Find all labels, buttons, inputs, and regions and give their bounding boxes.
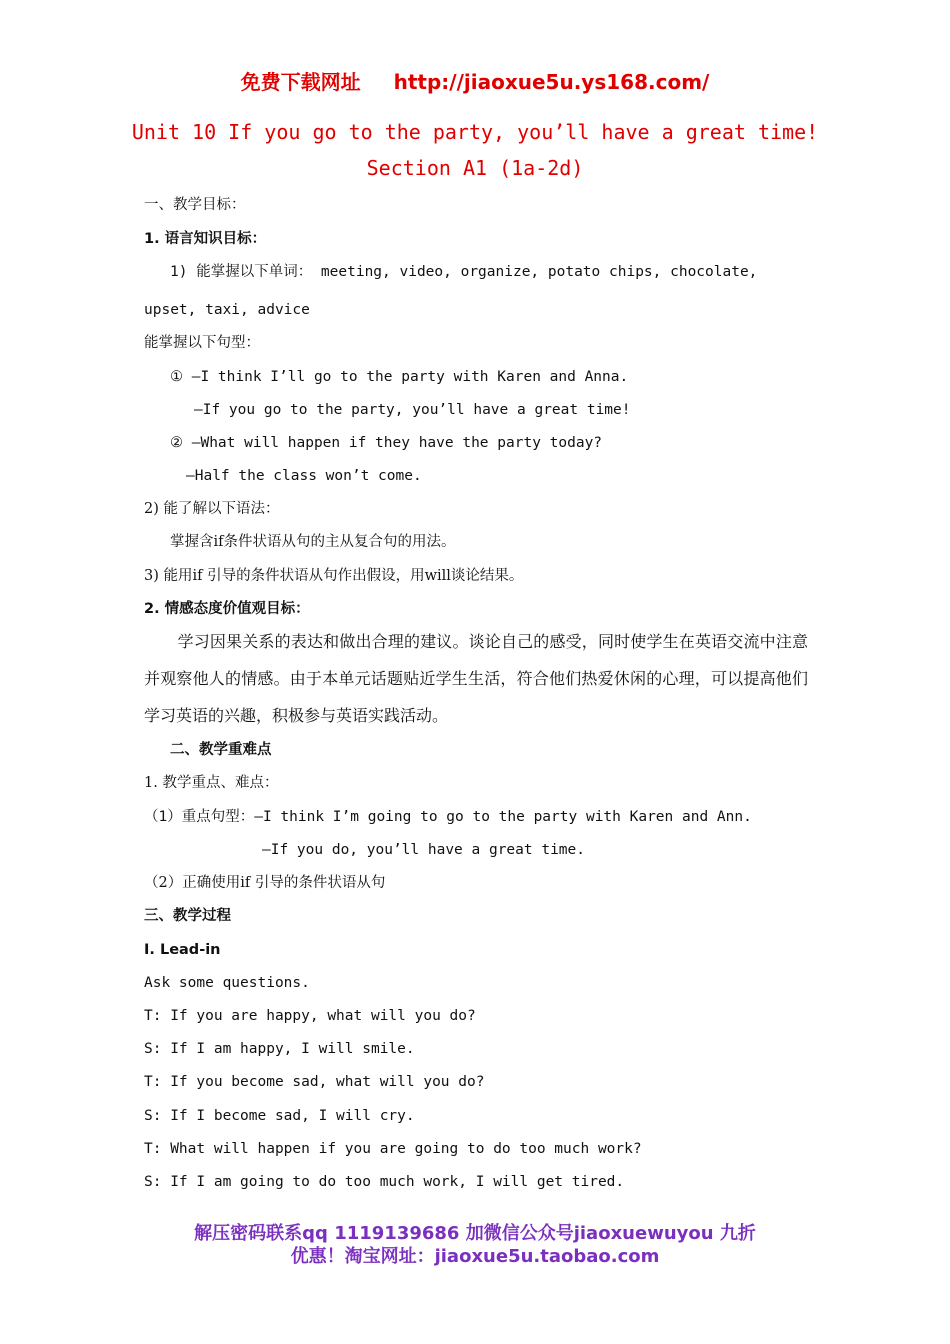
footer-contact-line: 解压密码联系qq 1119139686 加微信公众号jiaoxuewuyou 九折: [194, 1223, 756, 1244]
heading-emotional-objectives: 2. 情感态度价值观目标：: [144, 601, 310, 617]
section-title: Section A1 (1a-2d): [366, 156, 584, 180]
grammar-item: 掌握含if条件状语从句的主从复合句的用法。: [170, 534, 456, 550]
key-sentence-pattern: （1）重点句型：—I think I’m going to go to the party with Karen and Ann.: [144, 809, 752, 825]
dialogue-line: T: If you become sad, what will you do?: [144, 1074, 485, 1090]
dialogue-line: S: If I become sad, I will cry.: [144, 1108, 415, 1124]
key-point-2: （2）正确使用if 引导的条件状语从句: [144, 875, 386, 891]
footer-shop-line[interactable]: 优惠！淘宝网址：jiaoxue5u.taobao.com: [290, 1246, 660, 1267]
sentence-pattern-2a: ② —What will happen if they have the party today?: [170, 435, 603, 451]
heading-teaching-process: 三、教学过程: [144, 908, 231, 924]
heading-teaching-objectives: 一、教学目标：: [144, 197, 246, 213]
dialogue-line: T: If you are happy, what will you do?: [144, 1008, 476, 1024]
heading-key-points: 二、教学重难点: [170, 742, 272, 758]
unit-title: Unit 10 If you go to the party, you’ll have a great time!: [131, 120, 819, 144]
key-sentence-pattern-cont: —If you do, you’ll have a great time.: [262, 842, 586, 858]
dialogue-intro: Ask some questions.: [144, 975, 310, 991]
heading-language-objectives: 1. 语言知识目标：: [144, 231, 267, 247]
key-points-label: 1. 教学重点、难点：: [144, 775, 279, 791]
download-label: 免费下载网址: [240, 70, 361, 94]
sentence-pattern-1a: ① —I think I’ll go to the party with Karen and Anna.: [170, 369, 629, 385]
dialogue-line: T: What will happen if you are going to do too much work?: [144, 1141, 642, 1157]
dialogue-line: S: If I am happy, I will smile.: [144, 1041, 415, 1057]
sentence-pattern-2b: —Half the class won’t come.: [186, 468, 422, 484]
heading-lead-in: Ⅰ. Lead-in: [144, 942, 221, 958]
objective-3: 3) 能用if 引导的条件状语从句作出假设，用will谈论结果。: [144, 568, 524, 584]
emotional-objectives-paragraph: 学习因果关系的表达和做出合理的建议。谈论自己的感受，同时使学生在英语交流中注意并观察他人的情感。由于本单元话题贴近学生生活，符合他们热爱休闲的心理，可以提高他们学习英语的兴趣，积极参与英语实践活动。: [144, 632, 808, 725]
vocabulary-line-cont: upset, taxi, advice: [144, 302, 310, 318]
sentence-patterns-label: 能掌握以下句型：: [144, 335, 260, 351]
grammar-label: 2) 能了解以下语法：: [144, 501, 280, 517]
dialogue-line: S: If I am going to do too much work, I will get tired.: [144, 1174, 625, 1190]
sentence-pattern-1b: —If you go to the party, you’ll have a great time!: [194, 402, 631, 418]
download-header: [0, 66, 950, 95]
vocabulary-line: 1) 能掌握以下单词： meeting, video, organize, potato chips, chocolate,: [170, 264, 758, 280]
download-url-link[interactable]: http://jiaoxue5u.ys168.com/: [393, 70, 710, 94]
